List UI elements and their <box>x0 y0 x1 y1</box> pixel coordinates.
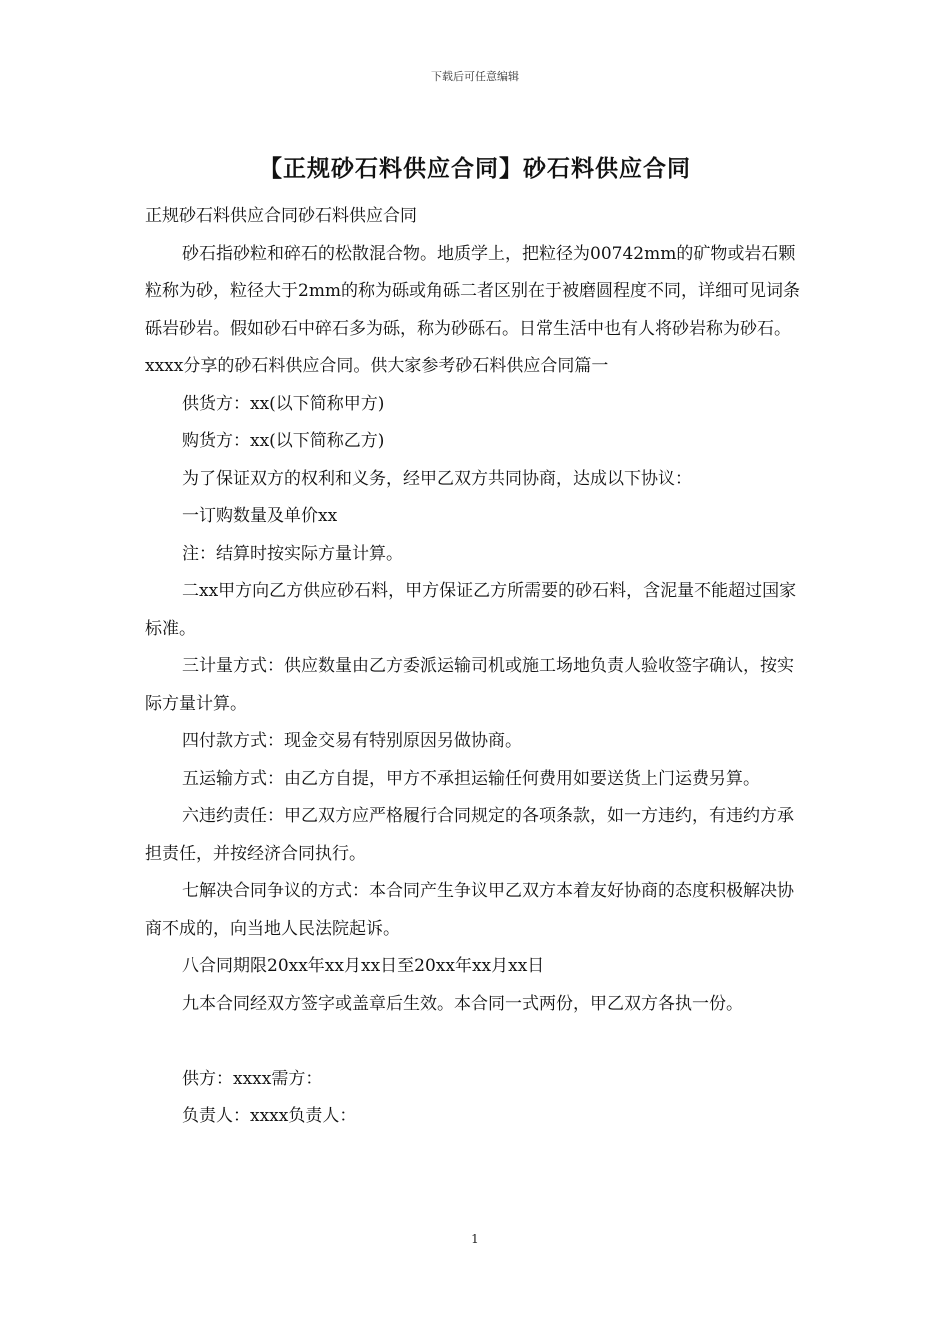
clause-5: 五运输方式：由乙方自提，甲方不承担运输任何费用如要送货上门运费另算。 <box>182 768 760 789</box>
clause-7: 七解决合同争议的方式：本合同产生争议甲乙双方本着友好协商的态度积极解决协商不成的，向当地人民法院起诉。 <box>145 881 794 939</box>
clause-4: 四付款方式：现金交易有特别原因另做协商。 <box>182 731 522 751</box>
signature-responsible: 负责人：xxxx负责人： <box>182 1106 357 1126</box>
document-title: 【正规砂石料供应合同】砂石料供应合同 <box>259 155 691 182</box>
buyer-line: 购货方：xx(以下简称乙方) <box>182 431 385 451</box>
clause-2: 二xx甲方向乙方供应砂石料，甲方保证乙方所需要的砂石料，含泥量不能超过国家标准。 <box>145 581 797 639</box>
blank-spacer <box>145 1023 810 1061</box>
clause-3: 三计量方式：供应数量由乙方委派运输司机或施工场地负责人验收签字确认，按实际方量计算。 <box>145 656 794 714</box>
clause-8: 八合同期限20xx年xx月xx日至20xx年xx月xx日 <box>182 956 545 976</box>
page-number: 1 <box>471 1232 479 1246</box>
clause-6: 六违约责任：甲乙双方应严格履行合同规定的各项条款，如一方违约，有违约方承担责任，并按经济合同执行。 <box>145 806 794 864</box>
header-note: 下载后可任意编辑 <box>431 70 519 83</box>
clause-9: 九本合同经双方签字或盖章后生效。本合同一式两份，甲乙双方各执一份。 <box>182 993 743 1014</box>
signature-parties: 供方：xxxx需方： <box>182 1068 323 1089</box>
clause-note: 注：结算时按实际方量计算。 <box>182 543 403 564</box>
supplier-line: 供货方：xx(以下简称甲方) <box>182 393 385 414</box>
agreement-intro: 为了保证双方的权利和义务，经甲乙双方共同协商，达成以下协议： <box>182 468 692 489</box>
clause-1: 一订购数量及单价xx <box>182 506 338 526</box>
document-body <box>145 198 810 1136</box>
document-subtitle: 正规砂石料供应合同砂石料供应合同 <box>145 206 417 226</box>
intro-paragraph: 砂石指砂粒和碎石的松散混合物。地质学上，把粒径为00742mm的矿物或岩石颗粒称为砂，粒径大于2mm的称为砾或角砾二者区别在于被磨圆程度不同，详细可见词条砾岩砂岩。假如砂石中碎石多为砾，称为砂砾石。日常生活中也有人将砂岩称为砂石。xxxx分享的砂石料供应合同。供大家参考砂石料供应合同篇一 <box>145 243 801 376</box>
